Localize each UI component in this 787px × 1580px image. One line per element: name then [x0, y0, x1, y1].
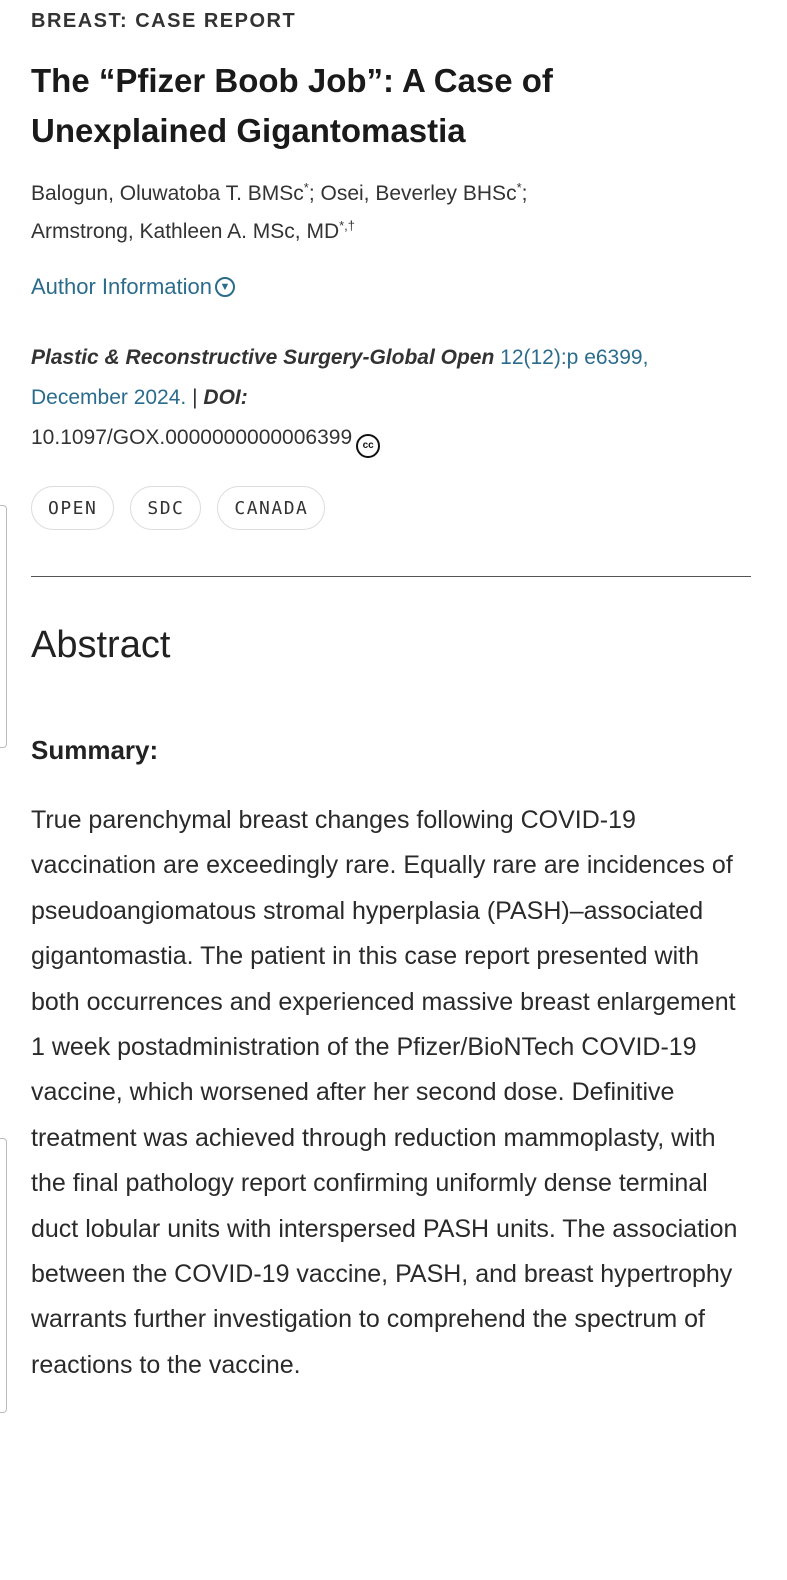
- summary-text: True parenchymal breast changes following COVID-19 vaccination are exceedingly rare. Equally rare are incidences of pseudoangiomatous stromal hyperplasia (PASH)–associated gigantomastia. The patient in this case report presented with both occurrences and experienced massive breast enlargement 1 week postadministration of the Pfizer/BioNTech COVID-19 vaccine, which worsened after her second dose. Definitive treatment was achieved through reduction mammoplasty, with the final pathology report confirming uniformly dense terminal duct lobular units with interspersed PASH units. The association between the COVID-19 vaccine, PASH, and breast hypertrophy warrants further investigation to comprehend the spectrum of reactions to the vaccine.: [31, 806, 738, 1379]
- author-separator: ;: [308, 182, 321, 205]
- author-affiliation-marker: *,†: [339, 218, 356, 233]
- author-name[interactable]: Armstrong, Kathleen A. MSc, MD: [31, 220, 340, 243]
- author-information-toggle[interactable]: [31, 274, 235, 300]
- scroll-edge-indicator-top: [0, 505, 7, 748]
- summary-heading: Summary:: [31, 735, 159, 765]
- creative-commons-icon[interactable]: cc: [356, 434, 380, 458]
- chevron-down-circle-icon: ▼: [215, 277, 235, 297]
- tag-sdc[interactable]: SDC: [130, 486, 201, 530]
- author-information-label: Author Information: [31, 274, 212, 299]
- author-affiliation-marker: *: [303, 180, 309, 195]
- article-tags: [31, 486, 325, 530]
- article-title: The “Pfizer Boob Job”: A Case of Unexplained Gigantomastia: [31, 62, 553, 149]
- article-category: BREAST: CASE REPORT: [31, 10, 297, 32]
- author-affiliation-marker: *: [516, 180, 522, 195]
- author-list: [31, 175, 731, 251]
- volume-issue-link[interactable]: 12(12):p e6399, December 2024.: [31, 346, 649, 409]
- author-name[interactable]: Osei, Beverley BHSc: [320, 182, 517, 205]
- citation-block: [31, 338, 731, 458]
- tag-open[interactable]: OPEN: [31, 486, 114, 530]
- tag-canada[interactable]: CANADA: [217, 486, 325, 530]
- citation-separator: |: [192, 386, 198, 409]
- doi-value[interactable]: 10.1097/GOX.0000000000006399: [31, 426, 353, 449]
- doi-label: DOI:: [203, 386, 248, 409]
- abstract-heading: Abstract: [31, 624, 171, 666]
- author-name[interactable]: Balogun, Oluwatoba T. BMSc: [31, 182, 304, 205]
- author-separator: ;: [521, 182, 528, 205]
- section-divider: [31, 576, 751, 577]
- journal-name: Plastic & Reconstructive Surgery-Global Open: [31, 346, 495, 369]
- scroll-edge-indicator-bottom: [0, 1138, 7, 1413]
